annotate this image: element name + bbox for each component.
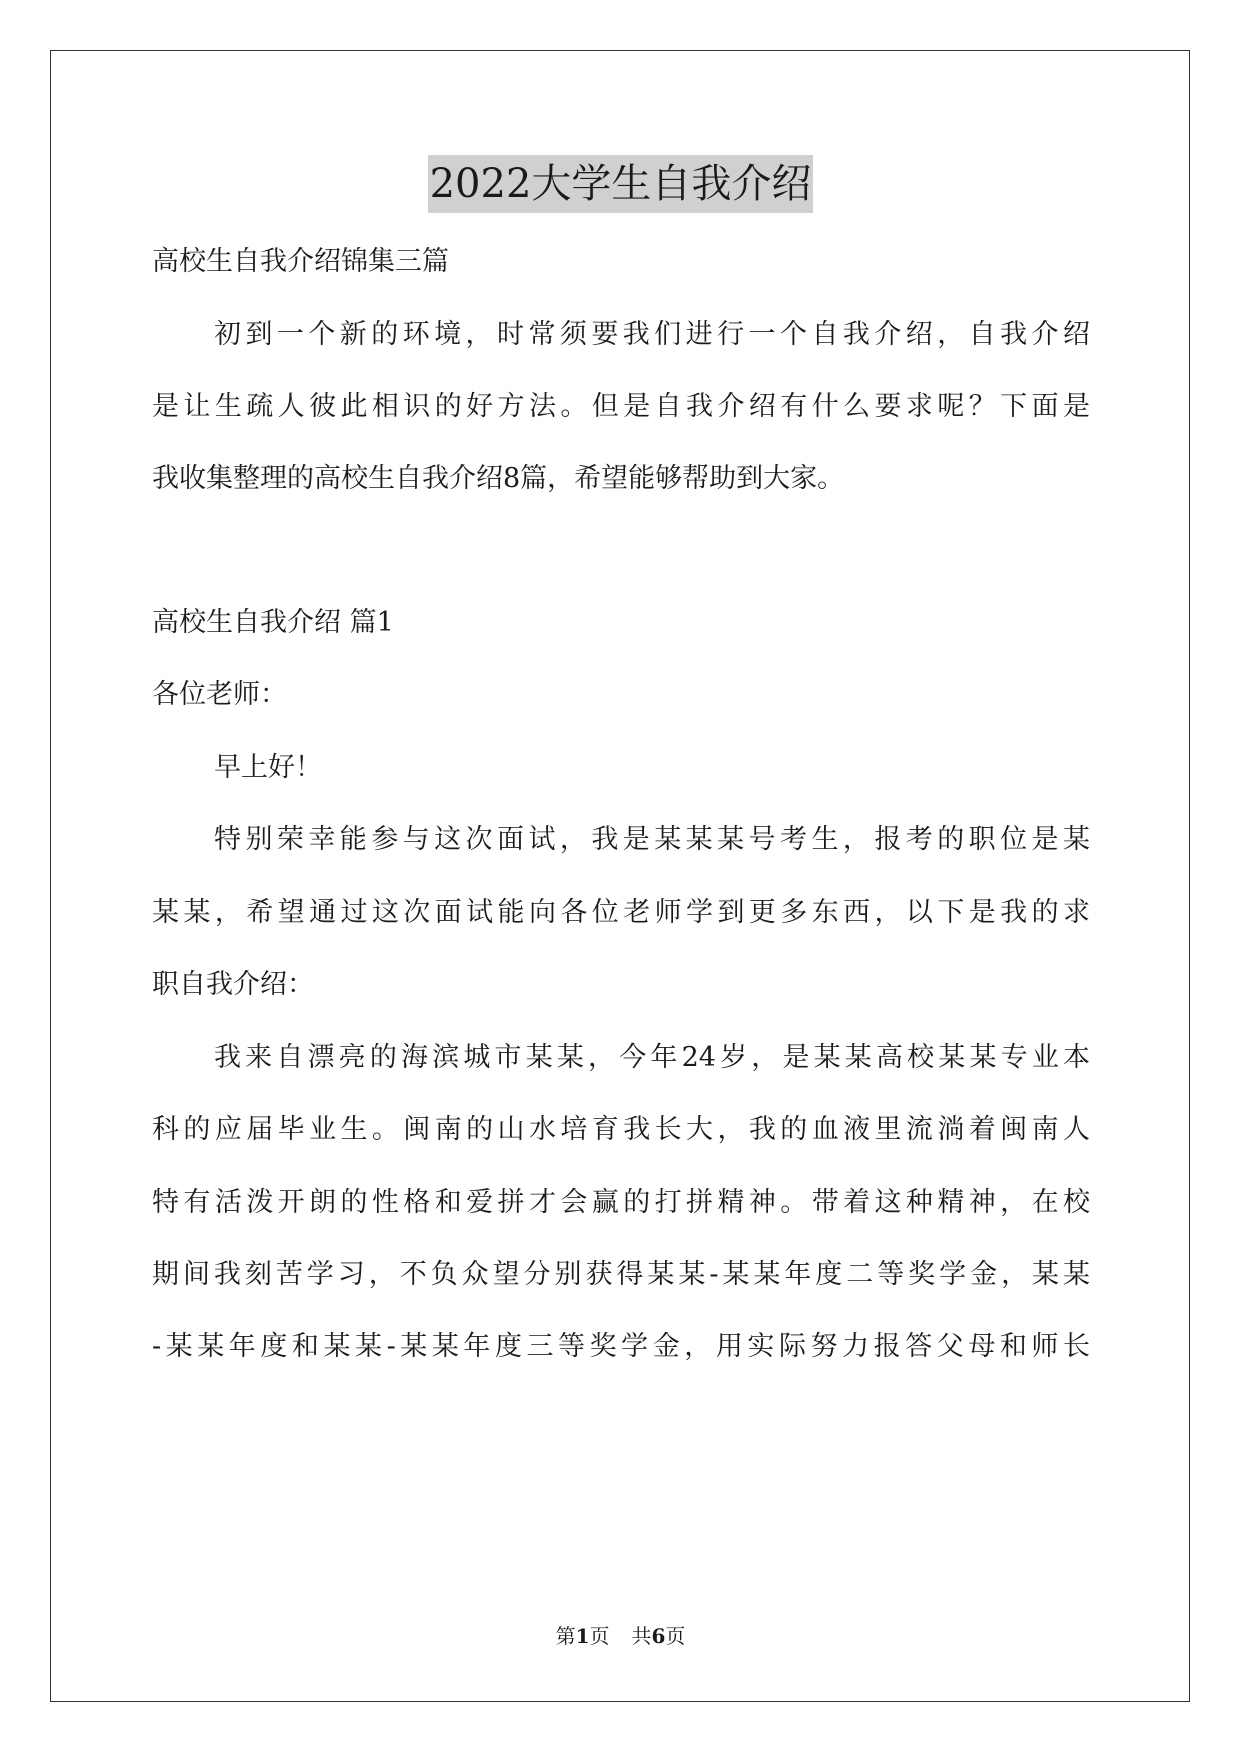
document-title	[0, 155, 1241, 213]
page-prefix: 第	[555, 1624, 576, 1648]
page-suffix: 页	[589, 1624, 610, 1648]
para2-line-1: 我来自漂亮的海滨城市某某，今年24岁，是某某高校某某专业本	[214, 1042, 1090, 1073]
para1-line-2: 某某，希望通过这次面试能向各位老师学到更多东西，以下是我的求	[152, 897, 1090, 928]
para2-line-2: 科的应届毕业生。闽南的山水培育我长大，我的血液里流淌着闽南人	[152, 1114, 1090, 1145]
total-prefix: 共	[631, 1624, 652, 1648]
para1-line-3: 职自我介绍：	[152, 969, 314, 1000]
page-footer	[0, 1622, 1241, 1650]
morning-greeting: 早上好！	[214, 752, 322, 783]
page-border	[50, 50, 1190, 1702]
section-heading: 高校生自我介绍 篇1	[152, 607, 394, 638]
para2-line-5: -某某年度和某某-某某年度三等奖学金，用实际努力报答父母和师长	[152, 1331, 1090, 1362]
page-number: 1	[575, 1624, 590, 1648]
total-pages: 6	[651, 1624, 666, 1648]
intro-line-2: 是让生疏人彼此相识的好方法。但是自我介绍有什么要求呢？下面是	[152, 391, 1090, 422]
intro-line-1: 初到一个新的环境，时常须要我们进行一个自我介绍，自我介绍	[214, 319, 1090, 350]
para2-line-3: 特有活泼开朗的性格和爱拼才会赢的打拼精神。带着这种精神，在校	[152, 1187, 1090, 1218]
intro-line-3: 我收集整理的高校生自我介绍8篇，希望能够帮助到大家。	[152, 463, 845, 494]
para2-line-4: 期间我刻苦学习，不负众望分别获得某某-某某年度二等奖学金，某某	[152, 1259, 1090, 1290]
greeting: 各位老师：	[152, 679, 287, 710]
para1-line-1: 特别荣幸能参与这次面试，我是某某某号考生，报考的职位是某	[214, 824, 1090, 855]
document-subtitle: 高校生自我介绍锦集三篇	[152, 246, 449, 277]
document-title-text: 2022大学生自我介绍	[428, 155, 814, 213]
total-suffix: 页	[665, 1624, 686, 1648]
